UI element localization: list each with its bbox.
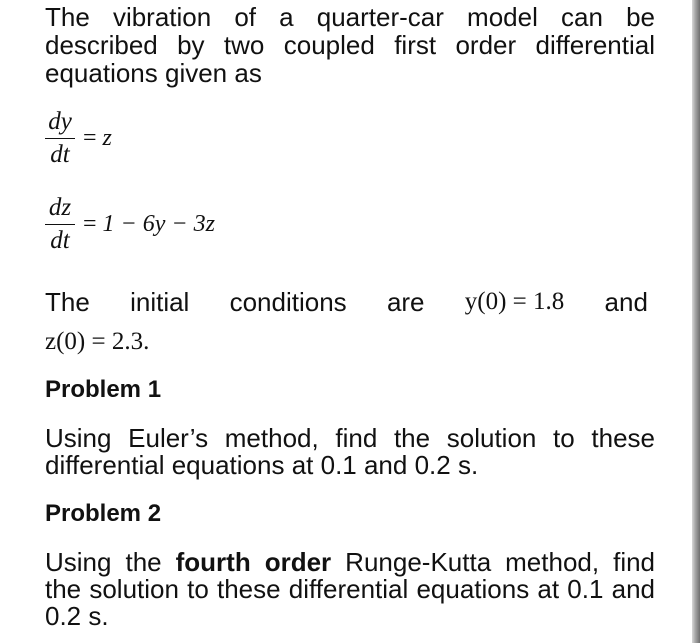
word: The bbox=[45, 287, 90, 317]
numerator-dz: dz bbox=[48, 194, 72, 221]
fraction-bar bbox=[45, 138, 75, 139]
word: are bbox=[386, 287, 425, 317]
initial-condition-z: z(0) = 2.3. bbox=[45, 328, 150, 355]
word: initial bbox=[130, 287, 190, 317]
denominator-dt: dt bbox=[50, 227, 70, 254]
initial-condition-y: y(0) = 1.8 bbox=[464, 288, 565, 315]
fraction-dy-dt bbox=[45, 107, 75, 170]
emphasis-fourth-order: fourth order bbox=[175, 547, 332, 577]
problem-2-heading: Problem 2 bbox=[45, 500, 162, 527]
rhs-expression: z bbox=[102, 125, 112, 151]
problem-1-heading: Problem 1 bbox=[45, 376, 162, 403]
problem-2-text bbox=[45, 549, 655, 630]
word: and bbox=[604, 287, 648, 317]
problem-2-text-start: Using the bbox=[45, 547, 162, 577]
numerator-dy: dy bbox=[48, 108, 72, 135]
equation-rhs bbox=[83, 125, 112, 152]
rhs-expression: 1 − 6y − 3z bbox=[102, 211, 215, 237]
word: conditions bbox=[229, 287, 347, 317]
intro-paragraph: The vibration of a quarter-car model can be described by two coupled first order differential equations given as bbox=[45, 2, 655, 88]
equals-sign: = bbox=[83, 125, 97, 151]
problem-1-text: Using Euler’s method, find the solution to these differential equations at 0.1 and 0.2 s. bbox=[45, 423, 655, 480]
fraction-bar bbox=[45, 224, 75, 225]
denominator-dt: dt bbox=[50, 141, 70, 168]
equation-rhs bbox=[83, 211, 215, 238]
problem-2-text-end: Runge-Kutta method, find the solution to these differential equations at 0.1 and 0.2 s. bbox=[45, 547, 656, 631]
page-edge-shadow bbox=[692, 0, 700, 643]
initial-conditions-line bbox=[45, 287, 648, 317]
fraction-dz-dt bbox=[45, 193, 75, 256]
equals-sign: = bbox=[83, 211, 97, 237]
